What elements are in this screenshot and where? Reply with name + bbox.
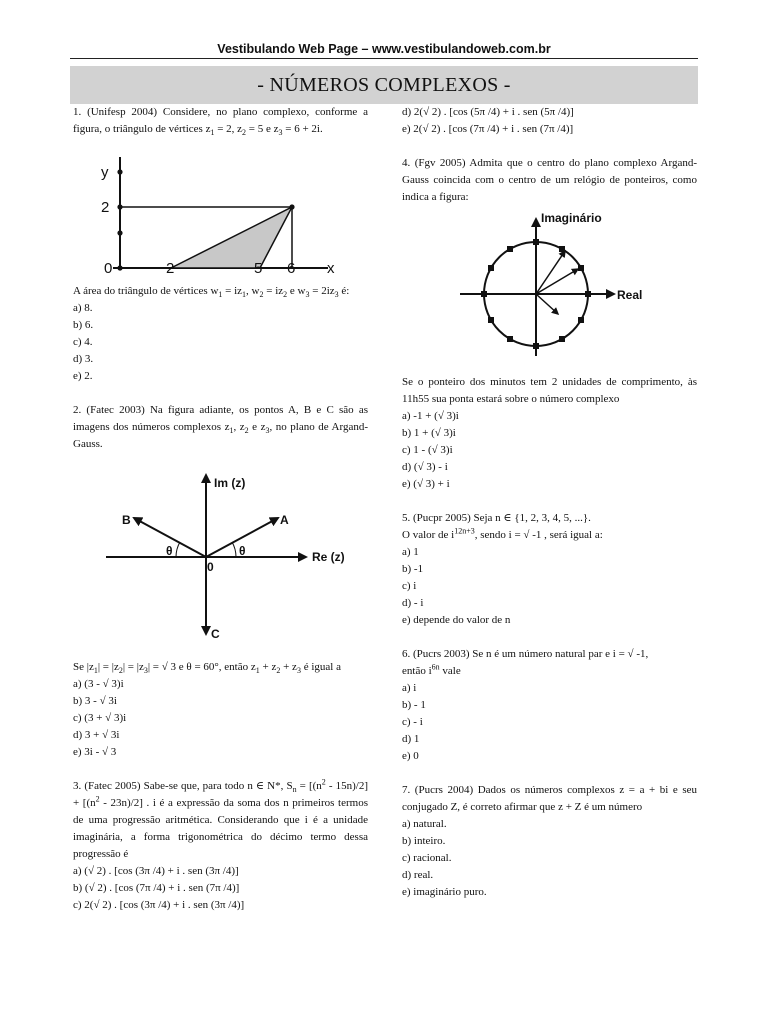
question-4-after: Se o ponteiro dos minutos tem 2 unidades de comprimento, às 11h55 sua ponta estará sobre o número complexo (402, 376, 697, 405)
question-3-continued (402, 104, 697, 138)
question-6-stem: 6. (Pucrs 2003) Se n é um número natural par e i = √ -1, (402, 648, 649, 660)
question-3-stem: 3. (Fatec 2005) Sabe-se que, para todo n ∈ N*, $S_n = [(n^2 - 15n)/2] + [(n^2 - 23n)/2]$ . i é a expressão da soma dos n primeiros termos de uma progressão aritmética. Considerando que i é a unidade imaginária, a forma trigonométrica do décimo termo dessa progressão é (73, 777, 369, 860)
hour-hand (536, 269, 578, 294)
tick-x-6: 6 (287, 260, 296, 277)
question-1 (73, 104, 368, 385)
answer-option: d) (√ 3) - i (402, 461, 448, 473)
y-axis-point (117, 169, 122, 174)
page-title: - NÚMEROS COMPLEXOS - (70, 66, 698, 104)
y-axis-point (117, 230, 122, 235)
vertex-z3 (289, 204, 294, 209)
answer-option: b) (√ 2) . [cos (7π /4) + i . sen (7π /4)] (73, 882, 240, 894)
answer-option: d) 3 + √ 3i (73, 729, 120, 741)
answer-option: a) 1 (402, 546, 419, 558)
answer-option: d) 1 (402, 733, 420, 745)
question-5-stem: 5. (Pucpr 2005) Seja n ∈ {1, 2, 3, 4, 5, ...}. (402, 512, 591, 524)
y-axis-point (117, 204, 122, 209)
clock-figure (402, 210, 697, 368)
answer-option: c) 2(√ 2) . [cos (3π /4) + i . sen (3π /4)] (73, 899, 245, 911)
left-column (73, 104, 368, 914)
second-hand (536, 294, 558, 314)
answer-option: a) -1 + (√ 3)i (402, 410, 459, 422)
right-column (402, 104, 697, 901)
answer-option: c) i (402, 580, 417, 592)
origin-label: 0 (207, 560, 214, 574)
theta-label: θ (166, 544, 173, 558)
question-3 (73, 778, 368, 914)
question-6-line2: então $i^{6n}$ vale (402, 662, 461, 677)
answer-option: e) imaginário puro. (402, 886, 487, 898)
answer-option: d) real. (402, 869, 434, 881)
question-7 (402, 782, 697, 901)
real-axis-label: Real (617, 288, 643, 302)
answer-option: b) inteiro. (402, 835, 446, 847)
answer-option: c) 1 - (√ 3)i (402, 444, 453, 456)
argand-figure (73, 466, 368, 659)
answer-option: a) (3 - √ 3)i (73, 678, 124, 690)
re-axis-label: Re (z) (312, 550, 345, 564)
answer-option: e) 2. (73, 370, 93, 382)
answer-option: a) i (402, 682, 417, 694)
theta-label: θ (239, 544, 246, 558)
answer-option: b) - 1 (402, 699, 426, 711)
point-a-label: A (280, 513, 289, 527)
question-7-stem: 7. (Pucrs 2004) Dados os números complexos z = a + bi e seu conjugado Z, é correto afirmar que z + Z é um número (402, 784, 697, 813)
question-2-condition: Se $|z_1| = |z_2| = |z_3|$ = √ 3 e θ = 60°, então $z_1 + z_2 + z_3$ é igual a (73, 661, 341, 676)
x-axis-label: x (327, 260, 335, 277)
question-2 (73, 402, 368, 761)
point-c-label: C (211, 627, 220, 641)
imag-axis-label: Imaginário (541, 211, 602, 225)
angle-arc-left (176, 542, 180, 557)
tick-x-0: 0 (104, 260, 113, 277)
answer-option: a) 8. (73, 302, 93, 314)
question-1-after: A área do triângulo de vértices $w_1 = iz_1$, $w_2 = iz_2$ e $w_3 = 2iz_3$ é: (73, 285, 350, 300)
im-axis-label: Im (z) (214, 476, 246, 490)
question-4-stem: 4. (Fgv 2005) Admita que o centro do plano complexo Argand-Gauss coincida com o centro de um relógio de ponteiros, como indica a figura: (402, 157, 697, 203)
question-5-line2: O valor de $i^{12n+3}$, sendo i = √ -1 , será igual a: (402, 526, 603, 541)
tick-x-5: 5 (254, 260, 263, 277)
question-6 (402, 646, 697, 765)
y-axis-label: y (101, 164, 109, 181)
answer-option: b) -1 (402, 563, 424, 575)
answer-option: e) 3i - √ 3 (73, 746, 117, 758)
question-4 (402, 155, 697, 493)
answer-option: c) - i (402, 716, 423, 728)
site-header: Vestibulando Web Page – www.vestibulandoweb.com.br (217, 42, 551, 56)
angle-arc-right (232, 542, 236, 557)
answer-option: b) 6. (73, 319, 94, 331)
minute-hand (536, 251, 565, 294)
header-rule (70, 58, 698, 59)
answer-option: c) (3 + √ 3)i (73, 712, 127, 724)
answer-option: d) 3. (73, 353, 94, 365)
answer-option: a) natural. (402, 818, 447, 830)
shaded-triangle (171, 207, 292, 268)
answer-option: e) (√ 3) + i (402, 478, 450, 490)
question-1-stem: 1. (Unifesp 2004) Considere, no plano complexo, conforme a figura, o triângulo de vértices $z_1 = 2$, $z_2 = 5$ e $z_3 = 6 + 2i$. (73, 106, 368, 138)
tick-x-2: 2 (166, 260, 175, 277)
answer-option: b) 1 + (√ 3)i (402, 427, 456, 439)
answer-option: b) 3 - √ 3i (73, 695, 117, 707)
question-2-stem: 2. (Fatec 2003) Na figura adiante, os pontos A, B e C são as imagens dos números complexos $z_1$, $z_2$ e $z_3$, no plano de Argand-Gauss. (73, 404, 368, 450)
answer-option: d) 2(√ 2) . [cos (5π /4) + i . sen (5π /4)] (402, 106, 574, 118)
answer-option: a) (√ 2) . [cos (3π /4) + i . sen (3π /4)] (73, 865, 239, 877)
answer-option: e) 2(√ 2) . [cos (7π /4) + i . sen (7π /4)] (402, 123, 574, 135)
answer-option: e) 0 (402, 750, 419, 762)
tick-y-2: 2 (101, 199, 110, 216)
triangle-figure (73, 146, 368, 283)
question-5 (402, 510, 697, 629)
answer-option: c) 4. (73, 336, 93, 348)
answer-option: e) depende do valor de n (402, 614, 511, 626)
answer-option: d) - i (402, 597, 424, 609)
point-b-label: B (122, 513, 131, 527)
origin-point (117, 265, 122, 270)
answer-option: c) racional. (402, 852, 452, 864)
